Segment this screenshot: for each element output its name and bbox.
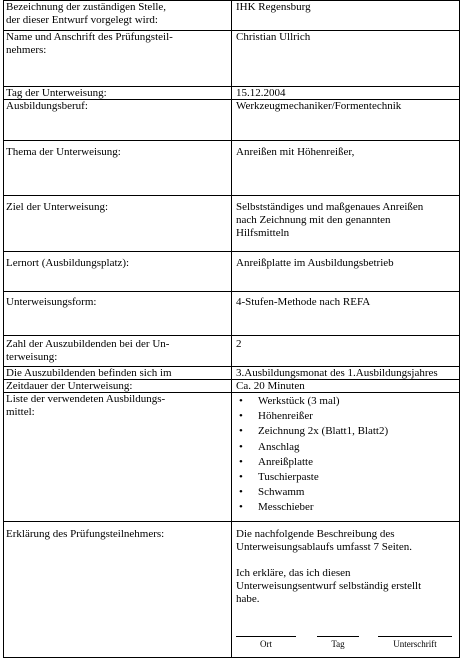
bullet-icon: • <box>239 471 243 484</box>
label-thema: Thema der Unterweisung: <box>6 146 121 158</box>
value-name-anschrift: Christian Ullrich <box>236 31 311 43</box>
label-ausbildungsmonat: Die Auszubildenden befinden sich im <box>6 367 172 379</box>
value-zeitdauer: Ca. 20 Minuten <box>236 380 305 392</box>
bullet-icon: • <box>239 395 243 407</box>
list-item: • Höhenreißer <box>236 409 457 424</box>
row-ausbildungsberuf <box>4 100 459 141</box>
row-ziel <box>4 196 459 252</box>
label-ausbildungsberuf: Ausbildungsberuf: <box>6 100 88 112</box>
list-item: • Zeichnung 2x (Blatt1, Blatt2) <box>236 424 457 439</box>
bullet-icon: • <box>239 501 243 514</box>
declaration-text: Die nachfolgende Beschreibung des Unterweisungsablaufs umfasst 7 Seiten. Ich erkläre, das ich diesen Unterweisungsentwurf selbständig erstellt habe. <box>236 528 457 606</box>
row-zahl-auszubildende <box>4 336 459 367</box>
list-item: • Messchieber <box>236 500 457 515</box>
value-ausbildungsmonat: 3.Ausbildungsmonat des 1.Ausbildungsjahres <box>236 367 438 379</box>
row-ausbildungsmittel <box>4 393 459 522</box>
row-zeitdauer <box>4 380 459 393</box>
label-name-anschrift: Name und Anschrift des Prüfungsteil- nehmers: <box>6 31 173 56</box>
label-zustaendige-stelle: Bezeichnung der zuständigen Stelle, der dieser Entwurf vorgelegt wird: <box>6 1 167 26</box>
row-thema <box>4 141 459 196</box>
value-ziel: Selbstständiges und maßgenaues Anreißen nach Zeichnung mit den genannten Hilfsmitteln <box>236 201 424 239</box>
signature-tag: Tag <box>317 636 359 649</box>
label-lernort: Lernort (Ausbildungsplatz): <box>6 257 130 269</box>
list-item: • Schwamm <box>236 485 457 500</box>
declaration-paragraph: Ich erkläre, das ich diesen Unterweisungsentwurf selbständig erstellt habe. <box>236 567 422 605</box>
row-zustaendige-stelle <box>4 1 459 31</box>
unterweisung-form <box>3 0 460 658</box>
label-zeitdauer: Zeitdauer der Unterweisung: <box>6 380 133 392</box>
value-unterweisungsform: 4-Stufen-Methode nach REFA <box>236 296 371 308</box>
row-unterweisungsform <box>4 292 459 336</box>
row-ausbildungsmonat <box>4 367 459 380</box>
list-item: • Anreißplatte <box>236 455 457 470</box>
signature-unterschrift: Unterschrift <box>378 636 452 649</box>
label-zahl-auszubildende: Zahl der Auszubildenden bei der Un- terweisung: <box>6 338 170 363</box>
materials-list-cell <box>236 394 457 516</box>
label-tag-unterweisung: Tag der Unterweisung: <box>6 87 107 99</box>
label-ziel: Ziel der Unterweisung: <box>6 201 109 213</box>
list-item: • Werkstück (3 mal) <box>236 394 457 409</box>
bullet-icon: • <box>239 425 243 438</box>
list-item: • Anschlag <box>236 440 457 455</box>
row-lernort <box>4 252 459 292</box>
list-item: • Tuschierpaste <box>236 470 457 485</box>
value-lernort: Anreißplatte im Ausbildungsbetrieb <box>236 257 394 269</box>
label-unterweisungsform: Unterweisungsform: <box>6 296 97 308</box>
value-tag-unterweisung: 15.12.2004 <box>236 87 286 99</box>
value-zustaendige-stelle: IHK Regensburg <box>236 1 311 13</box>
label-erklaerung: Erklärung des Prüfungsteilnehmers: <box>6 528 165 540</box>
row-tag-unterweisung <box>4 87 459 100</box>
bullet-icon: • <box>239 440 243 453</box>
value-thema: Anreißen mit Höhenreißer, <box>236 146 355 158</box>
row-name-anschrift <box>4 31 459 87</box>
label-ausbildungsmittel: Liste der verwendeten Ausbildungs- mittel: <box>6 393 166 418</box>
value-zahl-auszubildende: 2 <box>236 338 242 350</box>
bullet-icon: • <box>239 486 243 499</box>
materials-list <box>236 394 457 516</box>
bullet-icon: • <box>239 410 243 423</box>
signature-ort: Ort <box>236 636 296 649</box>
bullet-icon: • <box>239 455 243 468</box>
value-ausbildungsberuf: Werkzeugmechaniker/Formentechnik <box>236 100 402 112</box>
